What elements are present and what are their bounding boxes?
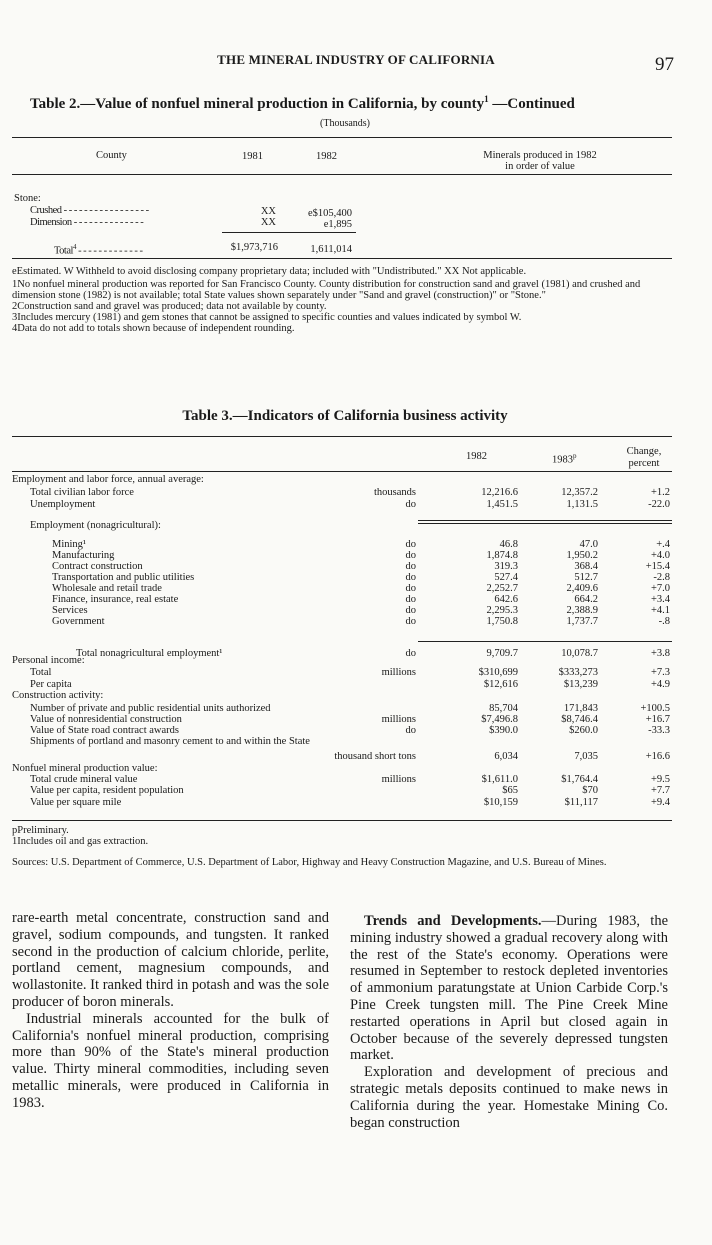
table3-cell-v1982: 85,704 [489, 703, 518, 714]
table3-row-label: Employment and labor force, annual average: [12, 474, 204, 485]
table3-cell-v1982: 1,750.8 [486, 616, 518, 627]
table3-cell-chg: +3.4 [650, 594, 670, 605]
table2-dimension-1982: e1,895 [323, 219, 352, 230]
table3-cell-chg: +4.1 [650, 605, 670, 616]
table3-row-label: Value per square mile [30, 797, 122, 808]
body-right-column [350, 913, 668, 1131]
table3-row-unit: millions [381, 714, 416, 725]
table2-crushed-label: Crushed ‐ ‐ ‐ ‐ ‐ ‐ ‐ ‐ ‐ ‐ ‐ ‐ ‐ ‐ ‐ ‐ ‐ [30, 205, 149, 216]
table3-row-label: Services [52, 605, 88, 616]
table3-bottom-rule [12, 820, 672, 821]
table3-cell-v1983: 664.2 [574, 594, 598, 605]
table3-cell-v1982: $310,699 [478, 667, 518, 678]
table3-row-unit: thousand short tons [334, 751, 416, 762]
table3-sources: Sources: U.S. Department of Commerce, U.S. Department of Labor, Highway and Heavy Construction Magazine, and U.S. Bureau of Mines. [12, 857, 607, 868]
table3-cell-v1983: 12,357.2 [561, 487, 598, 498]
body-left-paragraph-2: Industrial minerals accounted for the bulk of California's nonfuel mineral production, comprising more than 90% of the State's mineral production value. Thirty mineral commodities, including seven metallic minerals, were produced in California in 1983. [12, 1010, 329, 1111]
table3-row-label: Total [30, 667, 52, 678]
table2-total-1982: 1,611,014 [310, 244, 352, 255]
table3-row-label: Unemployment [30, 499, 96, 510]
table3-rule-a [418, 520, 672, 521]
table3-title: Table 3.—Indicators of California business activity [182, 408, 508, 424]
table3-col-change-2: percent [628, 458, 660, 469]
table3-row-label: Finance, insurance, real estate [52, 594, 179, 605]
table2-dimension-1981: XX [260, 217, 276, 228]
table3-cell-v1982: $12,616 [483, 679, 518, 690]
table3-row-unit: millions [381, 774, 416, 785]
table3-cell-chg: +.4 [656, 539, 670, 550]
table3-cell-chg: +4.0 [650, 550, 670, 561]
table3-cell-v1983: $8,746.4 [561, 714, 598, 725]
table3-row-label: Number of private and public residential units authorized [30, 703, 271, 714]
table3-row-label: Value per capita, resident population [30, 785, 184, 796]
table3-cell-chg: +7.7 [650, 785, 670, 796]
table3-row-label: Shipments of portland and masonry cement to and within the State [30, 736, 310, 747]
table3-cell-v1982: $10,159 [483, 797, 518, 808]
table2-header-rule [12, 174, 672, 175]
table2-col-1982: 1982 [316, 151, 337, 162]
table3-cell-v1983: $13,239 [563, 679, 598, 690]
table3-row-label: Total civilian labor force [30, 487, 134, 498]
body-left-column [12, 910, 329, 1112]
table3-row-label: Nonfuel mineral production value: [12, 763, 158, 774]
table3-row-unit: millions [381, 667, 416, 678]
table3-cell-v1982: 1,874.8 [486, 550, 518, 561]
table2-footnotes [12, 266, 680, 334]
table3-row-label: Total crude mineral value [30, 774, 138, 785]
body-left-paragraph-1: rare-earth metal concentrate, construction sand and gravel, sodium compounds, and tungsten. It ranked second in the production of calcium chloride, perlite, portland cement, magnesium compounds, and wollastonite. It ranked third in potash and was the sole producer of boron minerals. [12, 910, 329, 1010]
table3-cell-chg: -2.8 [653, 572, 670, 583]
table3-cell-v1983: $333,273 [558, 667, 598, 678]
table3-cell-v1982: 319.3 [494, 561, 518, 572]
table3-row-unit: thousands [374, 487, 416, 498]
table2-top-rule [12, 137, 672, 138]
table3-cell-v1982: $65 [502, 785, 518, 796]
footnote-1: 1No nonfuel mineral production was reported for San Francisco County. County distribution for construction sand and gravel (1981) and crushed and dimension stone (1982) is not available; total State values shown separately under "Sand and gravel (construction)" or "Stone." [12, 279, 641, 301]
table3-cell-chg: +9.4 [650, 797, 670, 808]
table3-cell-v1982: 12,216.6 [481, 487, 518, 498]
table3-row-label: Employment (nonagricultural): [30, 520, 161, 531]
table3-cell-v1982: 2,295.3 [486, 605, 518, 616]
table3-cell-v1982: $7,496.8 [481, 714, 518, 725]
table3-row-label: Mining¹ [52, 539, 87, 550]
table3-cell-v1983: 2,409.6 [566, 583, 598, 594]
table3-cell-v1982: 642.6 [494, 594, 518, 605]
table3-row-unit: do [405, 561, 416, 572]
table3-row-label: Contract construction [52, 561, 143, 572]
table3-row-unit: do [405, 499, 416, 510]
table3-row-unit: do [405, 572, 416, 583]
table2-crushed-1982: e$105,400 [307, 208, 352, 219]
page-number: 97 [655, 54, 674, 75]
table2-bottom-rule [12, 258, 672, 259]
footnote-2: 2Construction sand and gravel was produced; data not available by county. [12, 301, 327, 312]
footnote-estimated: eEstimated. W Withheld to avoid disclosing company proprietary data; included with "Undistributed." XX Not applicable. [12, 266, 527, 277]
table3-cell-v1983: $11,117 [564, 797, 598, 808]
table3-row-label: Value of nonresidential construction [30, 714, 182, 725]
table3-cell-v1983: $260.0 [569, 725, 598, 736]
table3-subtotal-rule [418, 641, 672, 642]
table3-cell-v1983: $1,764.4 [561, 774, 598, 785]
table3-row-label: Total nonagricultural employment¹ [76, 648, 223, 659]
table3-cell-v1982: $1,611.0 [481, 774, 518, 785]
table3-row-label: Personal income: [12, 655, 85, 666]
table2-total-rule [222, 232, 356, 233]
table3-cell-v1983: 1,737.7 [566, 616, 598, 627]
table3-cell-v1983: 2,388.9 [566, 605, 598, 616]
table3-row-label: Construction activity: [12, 690, 104, 701]
table3-cell-v1983: 7,035 [574, 751, 598, 762]
table3-cell-v1982: $390.0 [489, 725, 518, 736]
table3-cell-chg: +100.5 [640, 703, 670, 714]
table3-row-unit: do [405, 539, 416, 550]
table3-row-unit: do [405, 648, 416, 659]
table3-cell-chg: +7.3 [650, 667, 670, 678]
body-right-paragraph-1: —During 1983, the mining industry showed a gradual recovery along with the rest of the State's economy. Operations were resumed in September to restock depleted inventories of ammonium paratungstate at Union Carbide Corp.'s Pine Creek tungsten mill. The Pine Creek Mine restarted operations in April but closed again in October because of the severely depressed tungsten market. [350, 913, 669, 1064]
table3-cell-chg: -.8 [658, 616, 670, 627]
table3-cell-v1982: 527.4 [494, 572, 518, 583]
table3-row-unit: do [405, 605, 416, 616]
body-right-paragraph-2: Exploration and development of precious and strategic metals deposits continued to make news in California during the year. Homestake Mining Co. began construction [350, 1064, 668, 1131]
table3-row-label: Manufacturing [52, 550, 115, 561]
table3-cell-v1983: 10,078.7 [561, 648, 598, 659]
table3-rule-b [418, 523, 672, 524]
table2-dimension-label: Dimension ‐ ‐ ‐ ‐ ‐ ‐ ‐ ‐ ‐ ‐ ‐ ‐ ‐ ‐ [30, 217, 144, 228]
table3-cell-chg: +3.8 [650, 648, 670, 659]
running-title: THE MINERAL INDUSTRY OF CALIFORNIA [217, 52, 495, 67]
table3-cell-v1982: 6,034 [494, 751, 518, 762]
table3-cell-chg: -22.0 [648, 499, 670, 510]
table3-footnotes [12, 825, 680, 868]
table3-col-1983: 1983$^p$ [552, 452, 577, 466]
table3-row-label: Per capita [30, 679, 72, 690]
footnote-4: 4Data do not add to totals shown because of independent rounding. [12, 323, 295, 334]
table3-top-rule [12, 436, 672, 437]
table3-cell-chg: +4.9 [650, 679, 670, 690]
table3-cell-chg: +9.5 [650, 774, 670, 785]
section-heading: Trends and Developments. [364, 913, 542, 929]
table2-total-1981: $1,973,716 [230, 242, 278, 253]
table2-stone-label: Stone: [14, 193, 41, 204]
footnote-3: 3Includes mercury (1981) and gem stones that cannot be assigned to specific counties and values indicated by symbol W. [12, 312, 522, 323]
table3-cell-v1982: 1,451.5 [486, 499, 518, 510]
table2-col-county: County [96, 150, 127, 161]
table3-row-label: Transportation and public utilities [52, 572, 195, 583]
footnote-preliminary: pPreliminary. [12, 825, 69, 836]
table2-title: Table 2.—Value of nonfuel mineral production in California, by county$^1$ —Continued [30, 94, 575, 112]
table3-cell-v1982: 9,709.7 [486, 648, 518, 659]
table3-cell-chg: +1.2 [650, 487, 670, 498]
table3-cell-chg: +16.6 [645, 751, 670, 762]
table3-row-unit: do [405, 550, 416, 561]
table3-cell-v1983: $70 [582, 785, 598, 796]
table3-row-label: Wholesale and retail trade [52, 583, 162, 594]
table3-row-label: Value of State road contract awards [30, 725, 179, 736]
table3-cell-v1983: 368.4 [574, 561, 598, 572]
table3-row-unit: do [405, 583, 416, 594]
table3-cell-v1983: 47.0 [579, 539, 598, 550]
table3-cell-v1983: 512.7 [574, 572, 598, 583]
table3-cell-v1982: 46.8 [499, 539, 518, 550]
table3-cell-chg: +7.0 [650, 583, 670, 594]
table2-col-1981: 1981 [242, 151, 263, 162]
table3-cell-v1983: 1,950.2 [566, 550, 598, 561]
table3-row-unit: do [405, 725, 416, 736]
table3-cell-chg: -33.3 [648, 725, 670, 736]
table3-header-rule [12, 471, 672, 472]
table2-total-label: Total$^4$ ‐ ‐ ‐ ‐ ‐ ‐ ‐ ‐ ‐ ‐ ‐ ‐ ‐ [54, 243, 143, 257]
table2-col-minerals: Minerals produced in 1982 [483, 150, 597, 161]
table3-cell-chg: +15.4 [645, 561, 670, 572]
table3-cell-v1982: 2,252.7 [486, 583, 518, 594]
table3-row-label: Government [52, 616, 105, 627]
table3-col-1982: 1982 [466, 451, 487, 462]
table3-cell-v1983: 171,843 [563, 703, 598, 714]
footnote-oil-gas: 1Includes oil and gas extraction. [12, 836, 149, 847]
table2-col-minerals-2: in order of value [505, 161, 575, 172]
table2-units: (Thousands) [320, 118, 370, 129]
table2-crushed-1981: XX [260, 206, 276, 217]
table3-cell-v1983: 1,131.5 [566, 499, 598, 510]
table3-col-change: Change, [626, 446, 662, 457]
table3-cell-chg: +16.7 [645, 714, 670, 725]
table3-row-unit: do [405, 594, 416, 605]
table3-row-unit: do [405, 616, 416, 627]
